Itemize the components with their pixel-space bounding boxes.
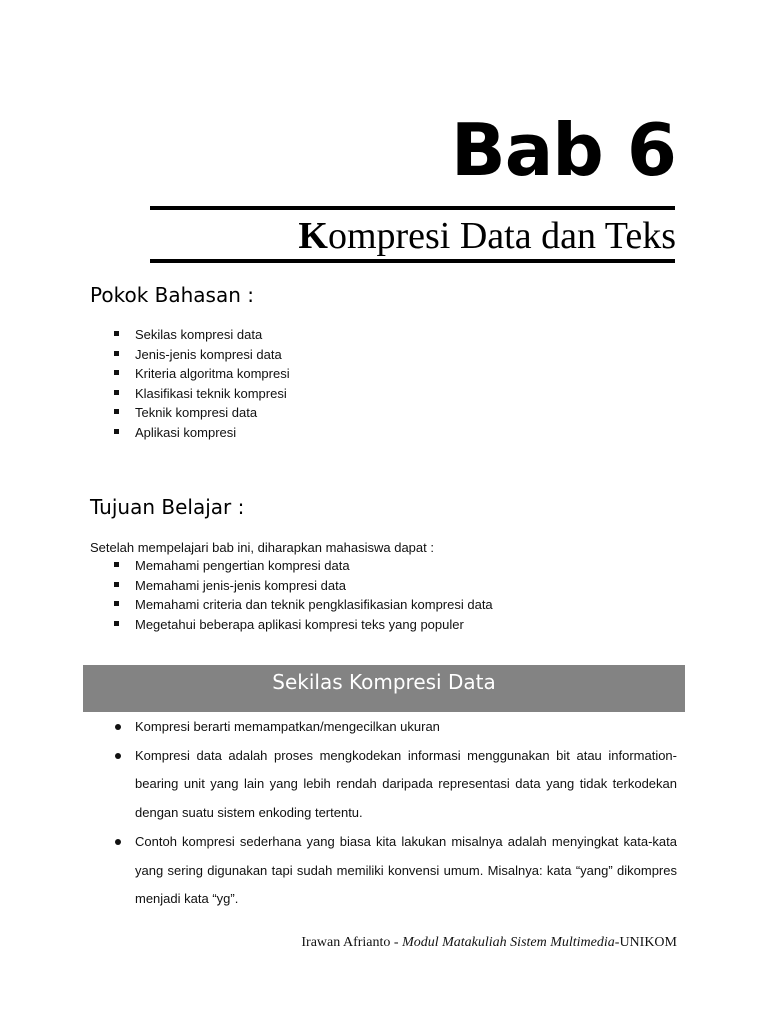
tujuan-belajar-list	[90, 556, 650, 634]
list-item: Contoh kompresi sederhana yang biasa kita lakukan misalnya adalah menyingkat kata-kata yang sering digunakan tapi sudah memiliki konvensi umum. Misalnya: kata “yang” dikompres menjadi kata “yg”.	[90, 828, 677, 914]
list-item: Memahami pengertian kompresi data	[90, 556, 650, 576]
subtitle-initial: K	[298, 215, 328, 257]
list-item: Kriteria algoritma kompresi	[90, 364, 650, 384]
tujuan-intro: Setelah mempelajari bab ini, diharapkan mahasiswa dapat :	[90, 540, 434, 555]
pokok-bahasan-heading: Pokok Bahasan :	[90, 283, 254, 307]
subtitle-rest: ompresi Data dan Teks	[327, 215, 676, 257]
title-rule-bottom	[150, 259, 675, 263]
list-item: Jenis-jenis kompresi data	[90, 345, 650, 365]
chapter-title: Bab 6	[450, 108, 676, 192]
tujuan-belajar-heading: Tujuan Belajar :	[90, 495, 245, 519]
list-item: Memahami criteria dan teknik pengklasifikasian kompresi data	[90, 595, 650, 615]
list-item: Sekilas kompresi data	[90, 325, 650, 345]
section-banner: Sekilas Kompresi Data	[83, 665, 685, 712]
list-item: Kompresi data adalah proses mengkodekan informasi menggunakan bit atau information-bearing unit yang lain yang lebih rendah daripada representasi data yang tidak terkodekan dengan suatu sistem enkoding tertentu.	[90, 742, 677, 828]
footer-module: Modul Matakuliah Sistem Multimedia	[402, 935, 615, 950]
chapter-subtitle	[298, 212, 676, 260]
footer-institution: -UNIKOM	[614, 935, 677, 950]
section-bullet-list	[90, 713, 677, 914]
pokok-bahasan-list	[90, 325, 650, 442]
list-item: Megetahui beberapa aplikasi kompresi teks yang populer	[90, 615, 650, 635]
list-item: Klasifikasi teknik kompresi	[90, 384, 650, 404]
list-item: Teknik kompresi data	[90, 403, 650, 423]
list-item: Aplikasi kompresi	[90, 423, 650, 443]
page-footer	[301, 933, 677, 953]
footer-author: Irawan Afrianto -	[301, 935, 403, 950]
list-item: Memahami jenis-jenis kompresi data	[90, 576, 650, 596]
list-item: Kompresi berarti memampatkan/mengecilkan ukuran	[90, 713, 677, 742]
title-rule-top	[150, 206, 675, 210]
